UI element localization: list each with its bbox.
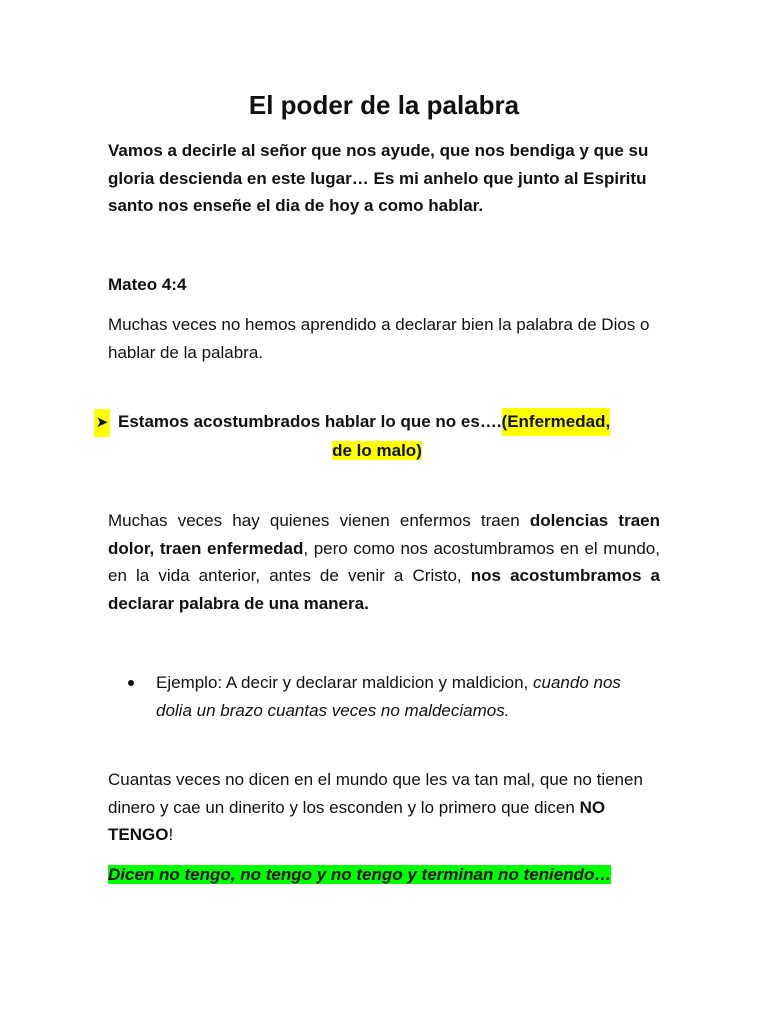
paragraph-2-bold-2: nos acostumbramos a declarar palabra de una manera.: [108, 566, 660, 613]
paragraph-3-end: !: [168, 825, 174, 844]
bullet-dot-icon: [128, 680, 134, 686]
closing-highlight: Dicen no tengo, no tengo y no tengo y terminan no teniendo…: [108, 865, 612, 884]
arrow-point-line-2: [94, 437, 660, 465]
paragraph-3-text: Cuantas veces no dicen en el mundo que les va tan mal, que no tienen dinero y cae un dinerito y los esconden y lo primero que dicen: [108, 770, 643, 817]
scripture-reference: Mateo 4:4: [108, 275, 187, 294]
arrow-point-text: Estamos acostumbrados hablar lo que no es….: [118, 412, 502, 431]
closing-line: [108, 861, 611, 888]
paragraph-2-text-2: , pero como nos acostumbramos en el mundo, en la vida anterior, antes de venir a Cristo,: [108, 538, 660, 585]
arrow-point-highlight-1: (Enfermedad,: [502, 408, 611, 436]
bullet-text-italic: cuando nos dolia un brazo cuantas veces no maldeciamos.: [156, 673, 621, 720]
arrow-point-line-1: [94, 408, 660, 437]
arrow-bullet-icon: ➤: [94, 409, 110, 437]
paragraph-2-bold-1: dolencias traen dolor, traen enfermedad: [108, 511, 660, 558]
arrow-point: [94, 408, 660, 465]
arrow-point-highlight-2: de lo malo): [332, 441, 422, 460]
paragraph-1: Muchas veces no hemos aprendido a declarar bien la palabra de Dios o hablar de la palabra.: [108, 315, 650, 362]
paragraph-3-bold: NO TENGO: [108, 797, 606, 844]
bullet-text-plain: Ejemplo: A decir y declarar maldicion y maldicion,: [156, 673, 533, 692]
paragraph-2: [108, 507, 660, 617]
bullet-text: [156, 669, 660, 724]
paragraph-3: [108, 766, 660, 849]
intro-paragraph: Vamos a decirle al señor que nos ayude, que nos bendiga y que su gloria descienda en este lugar… Es mi anhelo que junto al Espiritu santo nos enseñe el dia de hoy a como hablar.: [108, 141, 649, 215]
page-title: El poder de la palabra: [248, 90, 520, 120]
paragraph-2-text-1: Muchas veces hay quienes vienen enfermos traen: [108, 511, 530, 530]
